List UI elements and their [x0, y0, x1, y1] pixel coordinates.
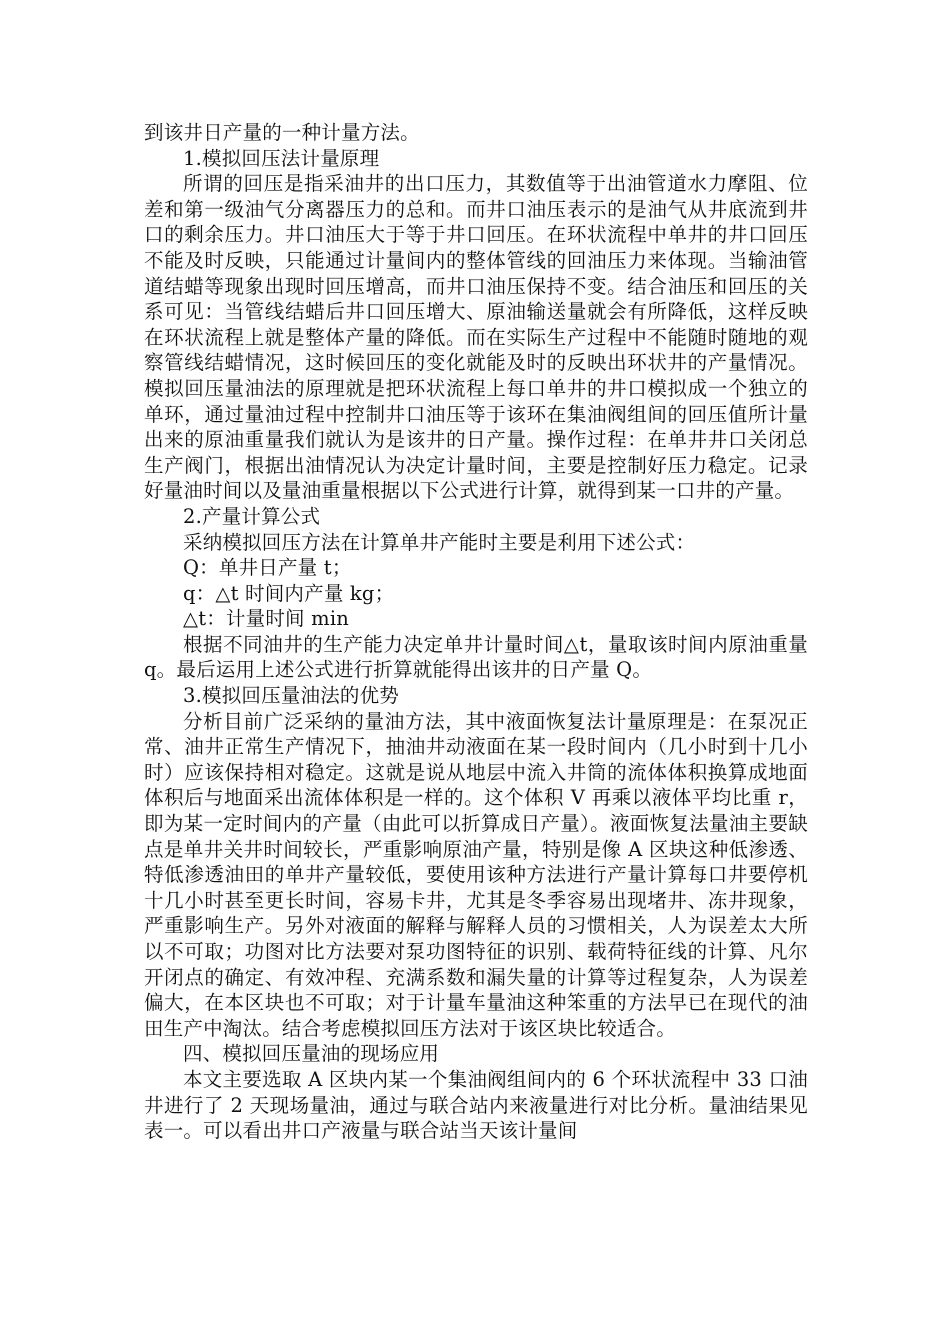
paragraph-formula-usage: 根据不同油井的生产能力决定单井计量时间△t，量取该时间内原油重量 q。最后运用上述公式进行折算就能得出该井的日产量 Q。: [144, 632, 808, 682]
heading-formula: 2.产量计算公式: [183, 504, 321, 528]
heading-field-application: 四、模拟回压量油的现场应用: [183, 1042, 440, 1066]
heading-advantages: 3.模拟回压量油法的优势: [183, 684, 400, 708]
paragraph-advantages: 分析目前广泛采纳的量油方法，其中液面恢复法计量原理是：在泵况正常、油井正常生产情况下，抽油井动液面在某一段时间内（几小时到十几小时）应该保持相对稳定。这就是说从地层中流入井筒的流体体积换算成地面体积后与地面采出流体体积是一样的。这个体积 V 再乘以液体平均比重 r，即为某一定时间内的产量（由此可以折算成日产量）。液面恢复法量油主要缺点是单井关井时间较长，严重影响原油产量，特别是像 A 区块这种低渗透、特低渗透油田的单井产量较低，要使用该种方法进行产量计算每口井要停机十几小时甚至更长时间，容易卡井，尤其是冬季容易出现堵井、冻井现象，严重影响生产。另外对液面的解释与解释人员的习惯相关，人为误差太大所以不可取；功图对比方法要对泵功图特征的识别、载荷特征线的计算、凡尔开闭点的确定、有效冲程、充满系数和漏失量的计算等过程复杂，人为误差偏大，在本区块也不可取；对于计量车量油这种笨重的方法早已在现代的油田生产中淘汰。结合考虑模拟回压方法对于该区块比较适合。: [144, 709, 808, 1040]
heading-principle: 1.模拟回压法计量原理: [183, 146, 380, 170]
paragraph-principle: 所谓的回压是指采油井的出口压力，其数值等于出油管道水力摩阻、位差和第一级油气分离器压力的总和。而井口油压表示的是油气从井底流到井口的剩余压力。井口油压大于等于井口回压。在环状流程中单井的井口回压不能及时反映，只能通过计量间内的整体管线的回油压力来体现。当输油管道结蜡等现象出现时回压增高，而井口油压保持不变。结合油压和回压的关系可见：当管线结蜡后井口回压增大、原油输送量就会有所降低，这样反映在环状流程上就是整体产量的降低。而在实际生产过程中不能随时随地的观察管线结蜡情况，这时候回压的变化就能及时的反映出环状井的产量情况。模拟回压量油法的原理就是把环状流程上每口单井的井口模拟成一个独立的单环，通过量油过程中控制井口油压等于该环在集油阀组间的回压值所计量出来的原油重量我们就认为是该井的日产量。操作过程：在单井井口关闭总生产阀门，根据出油情况认为决定计量时间，主要是控制好压力稳定。记录好量油时间以及量油重量根据以下公式进行计算，就得到某一口井的产量。: [144, 172, 808, 503]
paragraph-field-application: 本文主要选取 A 区块内某一个集油阀组间内的 6 个环状流程中 33 口油井进行了 2 天现场量油，通过与联合站内来液量进行对比分析。量油结果见表一。可以看出井口产液量与联合站当天该计量间: [144, 1067, 808, 1143]
formula-line-Q: Q：单井日产量 t；: [183, 556, 352, 580]
formula-line-delta-t: △t：计量时间 min: [183, 607, 350, 631]
document-page: [144, 120, 808, 1144]
formula-line-q: q：△t 时间内产量 kg；: [183, 581, 395, 605]
paragraph-formula-intro: 采纳模拟回压方法在计算单井产能时主要是利用下述公式：: [183, 530, 696, 554]
paragraph-intro-continuation: 到该井日产量的一种计量方法。: [144, 121, 420, 144]
